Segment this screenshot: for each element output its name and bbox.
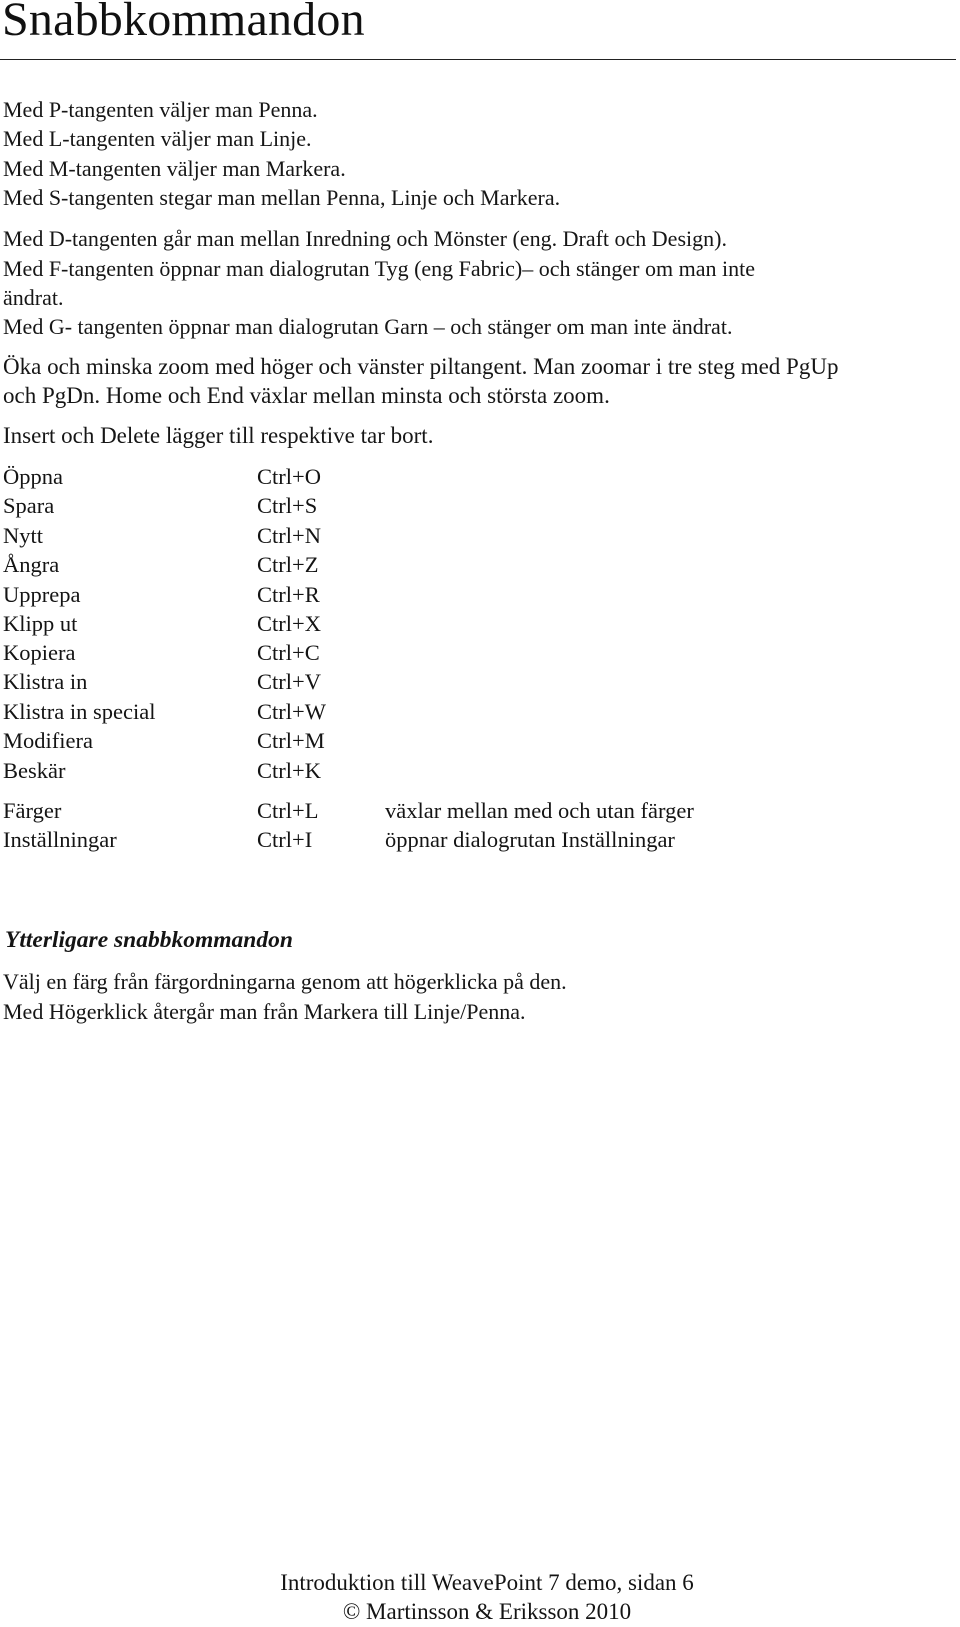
shortcut-key: Ctrl+M <box>257 728 325 753</box>
shortcut-row <box>3 491 943 521</box>
shortcut-key: Ctrl+O <box>257 464 321 489</box>
shortcut-row <box>3 550 943 580</box>
shortcut-row <box>3 609 943 639</box>
extra-line: Välj en färg från färgordningarna genom att högerklicka på den. <box>3 969 567 994</box>
shortcut-key: Ctrl+X <box>257 611 321 636</box>
shortcut-key: Ctrl+L <box>257 798 319 823</box>
intro-line: ändrat. <box>3 285 64 310</box>
shortcut-command: Färger <box>3 798 62 823</box>
intro-line: Med S-tangenten stegar man mellan Penna, Linje och Markera. <box>3 185 561 210</box>
footer-line <box>0 1597 960 1627</box>
intro-line: Insert och Delete lägger till respektive tar bort. <box>3 423 434 448</box>
shortcut-key: Ctrl+V <box>257 669 321 694</box>
intro-line: Med F-tangenten öppnar man dialogrutan Tyg (eng Fabric)– och stänger om man inte <box>3 256 755 281</box>
shortcut-key: Ctrl+C <box>257 640 320 665</box>
intro-line: Med D-tangenten går man mellan Inredning och Mönster (eng. Draft och Design). <box>3 226 727 251</box>
shortcut-description: växlar mellan med och utan färger <box>385 798 694 823</box>
shortcut-key: Ctrl+Z <box>257 552 319 577</box>
shortcut-key: Ctrl+K <box>257 758 321 783</box>
shortcut-command: Spara <box>3 493 55 518</box>
shortcut-command: Modifiera <box>3 728 93 753</box>
shortcut-key: Ctrl+R <box>257 582 320 607</box>
shortcut-key: Ctrl+W <box>257 699 326 724</box>
intro-line: Med P-tangenten väljer man Penna. <box>3 97 318 122</box>
shortcut-key: Ctrl+N <box>257 523 321 548</box>
page-title: Snabbkommandon <box>2 0 365 46</box>
shortcut-key: Ctrl+S <box>257 493 318 518</box>
shortcut-command: Ångra <box>3 552 60 577</box>
toggle-shortcut-row <box>3 796 943 826</box>
shortcut-row <box>3 638 943 668</box>
shortcut-row <box>3 756 943 786</box>
shortcut-command: Klipp ut <box>3 611 78 636</box>
intro-line: Öka och minska zoom med höger och vänster piltangent. Man zoomar i tre steg med PgUp <box>3 354 839 379</box>
shortcut-command: Kopiera <box>3 640 76 665</box>
shortcut-row <box>3 667 943 697</box>
shortcut-key: Ctrl+I <box>257 827 313 852</box>
shortcut-row <box>3 726 943 756</box>
shortcut-command: Beskär <box>3 758 66 783</box>
intro-line: Med M-tangenten väljer man Markera. <box>3 156 346 181</box>
toggle-shortcut-row <box>3 825 943 855</box>
footer-title: Introduktion till WeavePoint 7 demo, sidan 6 <box>280 1570 694 1595</box>
intro-line: och PgDn. Home och End växlar mellan minsta och största zoom. <box>3 383 610 408</box>
intro-line: Med L-tangenten väljer man Linje. <box>3 126 312 151</box>
shortcut-command: Klistra in special <box>3 699 156 724</box>
title-divider <box>0 59 956 60</box>
shortcut-row <box>3 521 943 551</box>
shortcut-row <box>3 580 943 610</box>
extra-line: Med Högerklick återgår man från Markera till Linje/Penna. <box>3 999 526 1024</box>
shortcut-command: Nytt <box>3 523 44 548</box>
shortcut-description: öppnar dialogrutan Inställningar <box>385 827 675 852</box>
shortcut-row <box>3 697 943 727</box>
intro-line: Med G- tangenten öppnar man dialogrutan Garn – och stänger om man inte ändrat. <box>3 314 733 339</box>
shortcut-row <box>3 462 943 492</box>
shortcut-command: Klistra in <box>3 669 88 694</box>
shortcut-command: Upprepa <box>3 582 81 607</box>
footer-copyright: © Martinsson & Eriksson 2010 <box>342 1599 632 1624</box>
section-heading: Ytterligare snabbkommandon <box>5 927 293 953</box>
shortcut-command: Öppna <box>3 464 63 489</box>
footer-line <box>0 1568 960 1598</box>
shortcut-command: Inställningar <box>3 827 117 852</box>
